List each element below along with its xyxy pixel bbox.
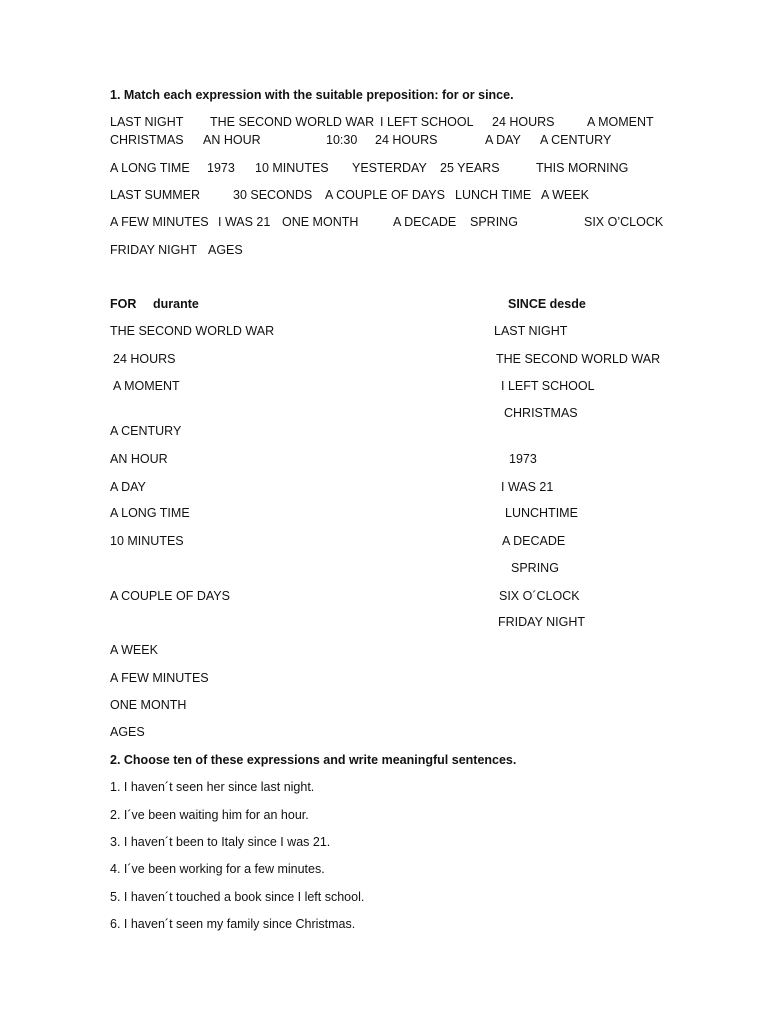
since-item: LUNCHTIME: [505, 506, 578, 520]
since-column-label: SINCE desde: [508, 297, 586, 311]
for-item: ONE MONTH: [110, 698, 187, 712]
since-item: SIX O´CLOCK: [499, 589, 580, 603]
sentence-item: 5. I haven´t touched a book since I left school.: [110, 890, 365, 904]
expression-item: 24 HOURS: [492, 115, 555, 129]
expression-item: AN HOUR: [203, 133, 261, 147]
expression-item: I LEFT SCHOOL: [380, 115, 474, 129]
expression-item: CHRISTMAS: [110, 133, 184, 147]
exercise-2-heading: 2. Choose ten of these expressions and write meaningful sentences.: [110, 753, 517, 767]
sentence-item: 3. I haven´t been to Italy since I was 21.: [110, 835, 331, 849]
for-item: A WEEK: [110, 643, 158, 657]
expression-item: 10 MINUTES: [255, 161, 329, 175]
expression-item: SIX O’CLOCK: [584, 215, 664, 229]
since-item: 1973: [509, 452, 537, 466]
since-item: SPRING: [511, 561, 559, 575]
for-item: A FEW MINUTES: [110, 671, 209, 685]
sentence-item: 6. I haven´t seen my family since Christmas.: [110, 917, 356, 931]
expression-item: A WEEK: [541, 188, 589, 202]
expression-item: A DECADE: [393, 215, 457, 229]
for-item: A DAY: [110, 480, 146, 494]
for-item: THE SECOND WORLD WAR: [110, 324, 275, 338]
for-item: AN HOUR: [110, 452, 168, 466]
since-item: A DECADE: [502, 534, 566, 548]
for-item: A MOMENT: [113, 379, 180, 393]
since-item: I LEFT SCHOOL: [501, 379, 595, 393]
expression-item: LAST SUMMER: [110, 188, 201, 202]
expression-item: AGES: [208, 243, 243, 257]
expression-item: FRIDAY NIGHT: [110, 243, 198, 257]
for-item: 10 MINUTES: [110, 534, 184, 548]
exercise-1-heading: 1. Match each expression with the suitable preposition: for or since.: [110, 88, 514, 102]
expression-item: 25 YEARS: [440, 161, 500, 175]
for-item: 24 HOURS: [113, 352, 176, 366]
for-item: A CENTURY: [110, 424, 182, 438]
expression-item: A FEW MINUTES: [110, 215, 209, 229]
expression-item: ONE MONTH: [282, 215, 359, 229]
since-item: I WAS 21: [501, 480, 554, 494]
expression-item: 10:30: [326, 133, 358, 147]
expression-item: LUNCH TIME: [455, 188, 532, 202]
for-item: A LONG TIME: [110, 506, 190, 520]
for-column-label: FOR: [110, 297, 137, 311]
expression-item: THIS MORNING: [536, 161, 629, 175]
sentence-item: 2. I´ve been waiting him for an hour.: [110, 808, 309, 822]
expression-item: A MOMENT: [587, 115, 654, 129]
expression-item: A DAY: [485, 133, 521, 147]
since-item: FRIDAY NIGHT: [498, 615, 586, 629]
expression-item: A CENTURY: [540, 133, 612, 147]
expression-item: THE SECOND WORLD WAR: [210, 115, 375, 129]
expression-item: 24 HOURS: [375, 133, 438, 147]
since-item: THE SECOND WORLD WAR: [496, 352, 661, 366]
expression-item: I WAS 21: [218, 215, 271, 229]
expression-item: A LONG TIME: [110, 161, 190, 175]
expression-item: 30 SECONDS: [233, 188, 313, 202]
expression-item: SPRING: [470, 215, 518, 229]
sentence-item: 4. I´ve been working for a few minutes.: [110, 862, 325, 876]
expression-item: A COUPLE OF DAYS: [325, 188, 445, 202]
for-item: A COUPLE OF DAYS: [110, 589, 230, 603]
for-item: AGES: [110, 725, 145, 739]
expression-item: YESTERDAY: [352, 161, 427, 175]
since-item: CHRISTMAS: [504, 406, 578, 420]
since-item: LAST NIGHT: [494, 324, 568, 338]
expression-item: LAST NIGHT: [110, 115, 184, 129]
expression-item: 1973: [207, 161, 235, 175]
sentence-item: 1. I haven´t seen her since last night.: [110, 780, 315, 794]
for-column-translation: durante: [153, 297, 199, 311]
